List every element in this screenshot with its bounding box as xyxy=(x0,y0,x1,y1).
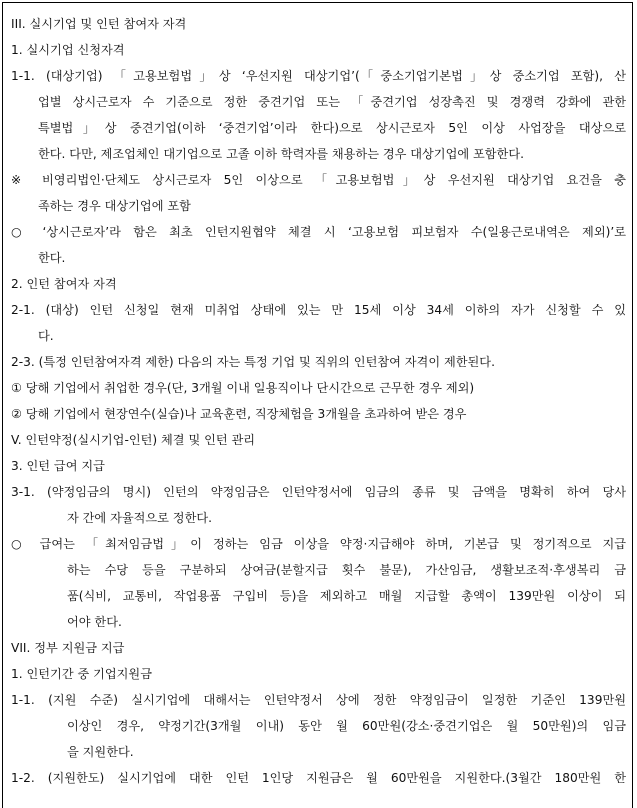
bullet-line: ○ 급여는 「최저임금법」이 정하는 임금 이상을 약정·지급해야 하며, 기본급 및 정기적으로 지급 xyxy=(11,537,626,551)
bullet-line: 어야 한다. xyxy=(67,615,122,629)
paragraph-line: 업별 상시근로자 수 기준으로 정한 중견기업 또는 「중견기업 성장촉진 및 경쟁력 강화에 관한 xyxy=(38,95,626,109)
paragraph-line: 3-1. (약정임금의 명시) 인턴의 약정임금은 인턴약정서에 임금의 종류 및 금액을 명확히 하여 당사 xyxy=(11,485,626,499)
paragraph-line: 이상인 경우, 약정기간(3개월 이내) 동안 월 60만원(강소·중견기업은 월 50만원)의 임금 xyxy=(67,719,626,733)
subsection-heading: 1. 실시기업 신청자격 xyxy=(11,43,125,57)
bullet-line: 하는 수당 등을 구분하되 상여금(분할지급 횟수 불문), 가산임금, 생활보조적·후생복리 금 xyxy=(67,563,626,577)
section-heading-iii: III. 실시기업 및 인턴 참여자 자격 xyxy=(11,17,187,31)
section-heading-vii: VII. 정부 지원금 지급 xyxy=(11,641,125,655)
paragraph-line: 1-1. (대상기업) 「고용보험법」상 ‘우선지원 대상기업’(「중소기업기본법」상 중소기업 포함), 산 xyxy=(11,69,626,83)
subsection-heading: 3. 인턴 급여 지급 xyxy=(11,459,105,473)
bullet-line: ○ ‘상시근로자’라 함은 최초 인턴지원협약 체결 시 ‘고용보험 피보험자 수(일용근로내역은 제외)’로 xyxy=(11,225,626,239)
subsection-heading: 2. 인턴 참여자 자격 xyxy=(11,277,117,291)
paragraph-line: 한다. 다만, 제조업체인 대기업으로 고졸 이하 학력자를 채용하는 경우 대상기업에 포함한다. xyxy=(38,147,524,161)
list-item: ② 당해 기업에서 현장연수(실습)나 교육훈련, 직장체험을 3개월을 초과하여 받은 경우 xyxy=(11,407,467,421)
paragraph-line: 2-1. (대상) 인턴 신청일 현재 미취업 상태에 있는 만 15세 이상 34세 이하의 자가 신청할 수 있 xyxy=(11,303,626,317)
paragraph-line: 2-3. (특정 인턴참여자격 제한) 다음의 자는 특정 기업 및 직위의 인턴참여 자격이 제한된다. xyxy=(11,355,495,369)
section-heading-v: V. 인턴약정(실시기업-인턴) 체결 및 인턴 관리 xyxy=(11,433,256,447)
bullet-line: 품(식비, 교통비, 작업용품 구입비 등)을 제외하고 매월 지급할 총액이 139만원 이상이 되 xyxy=(67,589,626,603)
paragraph-line: 자 간에 자율적으로 정한다. xyxy=(67,511,213,525)
document-body xyxy=(2,2,633,808)
paragraph-line: 1-2. (지원한도) 실시기업에 대한 인턴 1인당 지원금은 월 60만원을 지원한다.(3월간 180만원 한 xyxy=(11,771,626,785)
paragraph-line: 특별법」상 중견기업(이하 ‘중견기업’이라 한다)으로 상시근로자 5인 이상 사업장을 대상으로 xyxy=(38,121,626,135)
bullet-line: 한다. xyxy=(38,251,66,265)
note-line: ※ 비영리법인·단체도 상시근로자 5인 이상으로 「고용보험법」상 우선지원 대상기업 요건을 충 xyxy=(11,173,626,187)
subsection-heading: 1. 인턴기간 중 기업지원금 xyxy=(11,667,152,681)
list-item: ① 당해 기업에서 취업한 경우(단, 3개월 이내 일용직이나 단시간으로 근무한 경우 제외) xyxy=(11,381,475,395)
paragraph-line: 1-1. (지원 수준) 실시기업에 대해서는 인턴약정서 상에 정한 약정임금이 일정한 기준인 139만원 xyxy=(11,693,626,707)
paragraph-line: 다. xyxy=(38,329,54,343)
note-line: 족하는 경우 대상기업에 포함 xyxy=(38,199,191,213)
paragraph-line: 을 지원한다. xyxy=(67,745,134,759)
